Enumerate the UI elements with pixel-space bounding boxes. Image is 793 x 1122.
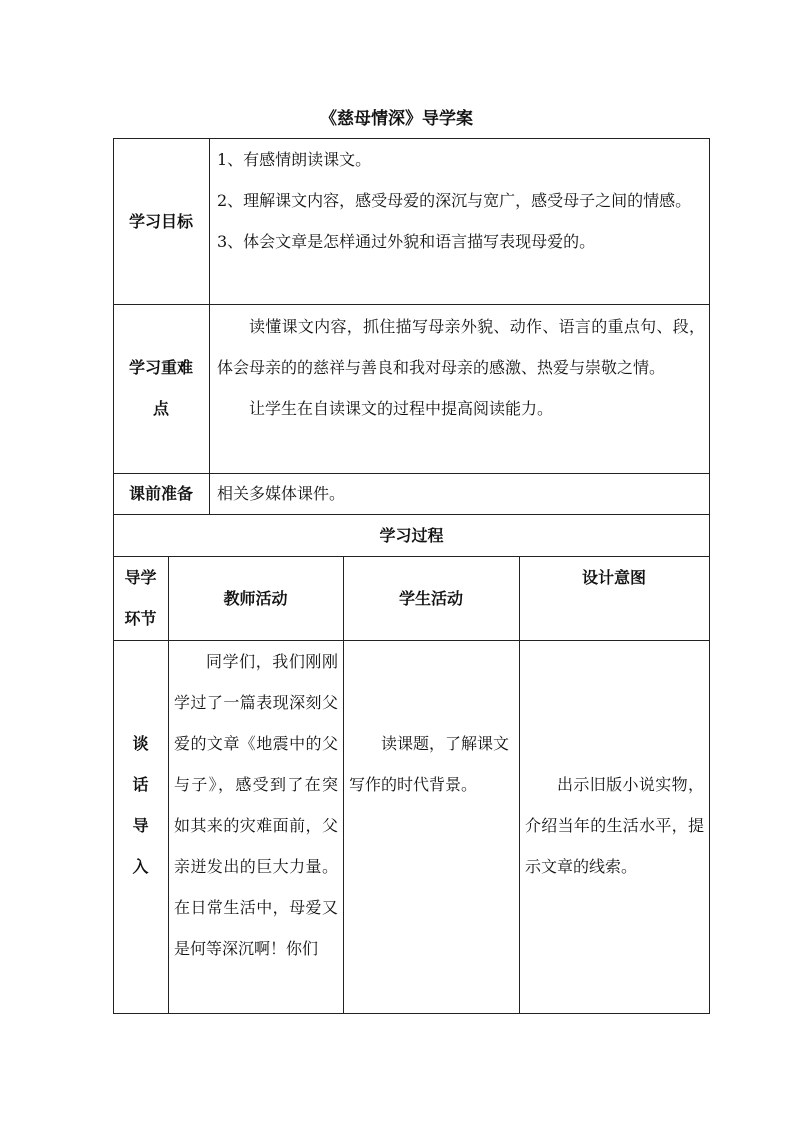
document-title: 《慈母情深》导学案 bbox=[320, 109, 473, 129]
teacher-activity: 同学们，我们刚刚学过了一篇表现深刻父爱的文章《地震中的父与子》，感受到了在突如其来的灾难面前，父亲迸发出的巨大力量。在日常生活中，母爱又是何等深沉啊！你们 bbox=[174, 652, 338, 958]
header-stage-line2: 环节 bbox=[124, 609, 157, 628]
header-student: 学生活动 bbox=[398, 589, 463, 608]
key-points-text bbox=[217, 306, 705, 429]
key-points-paragraph: 让学生在自读课文的过程中提高阅读能力。 bbox=[249, 399, 554, 418]
goals-label: 学习目标 bbox=[128, 212, 193, 231]
goal-item: 2、理解课文内容，感受母爱的深沉与宽广，感受母子之间的情感。 bbox=[217, 191, 692, 210]
process-title: 学习过程 bbox=[379, 526, 444, 545]
goals-list bbox=[217, 139, 705, 262]
design-intent: 出示旧版小说实物，介绍当年的生活水平，提示文章的线索。 bbox=[525, 775, 704, 876]
stage-char: 入 bbox=[132, 857, 149, 876]
header-teacher: 教师活动 bbox=[223, 589, 288, 608]
stage-char: 导 bbox=[132, 816, 149, 835]
prep-text: 相关多媒体课件。 bbox=[217, 484, 346, 503]
goal-item: 1、有感情朗读课文。 bbox=[217, 150, 372, 169]
header-stage bbox=[113, 557, 168, 639]
stage-char: 话 bbox=[132, 775, 149, 794]
key-points-label-line1: 学习重难 bbox=[128, 358, 193, 377]
stage-cell bbox=[113, 723, 168, 887]
key-points-label-line2: 点 bbox=[152, 399, 169, 418]
stage-char: 谈 bbox=[132, 734, 149, 753]
header-stage-line1: 导学 bbox=[124, 568, 157, 587]
prep-label: 课前准备 bbox=[128, 484, 193, 503]
key-points-label bbox=[113, 347, 209, 429]
header-design: 设计意图 bbox=[581, 568, 646, 587]
student-activity: 读课题，了解课文写作的时代背景。 bbox=[349, 734, 510, 794]
goal-item: 3、体会文章是怎样通过外貌和语言描写表现母爱的。 bbox=[217, 232, 596, 251]
key-points-paragraph: 读懂课文内容，抓住描写母亲外貌、动作、语言的重点句、段，体会母亲的的慈祥与善良和我对母亲的感激、热爱与崇敬之情。 bbox=[217, 317, 705, 377]
